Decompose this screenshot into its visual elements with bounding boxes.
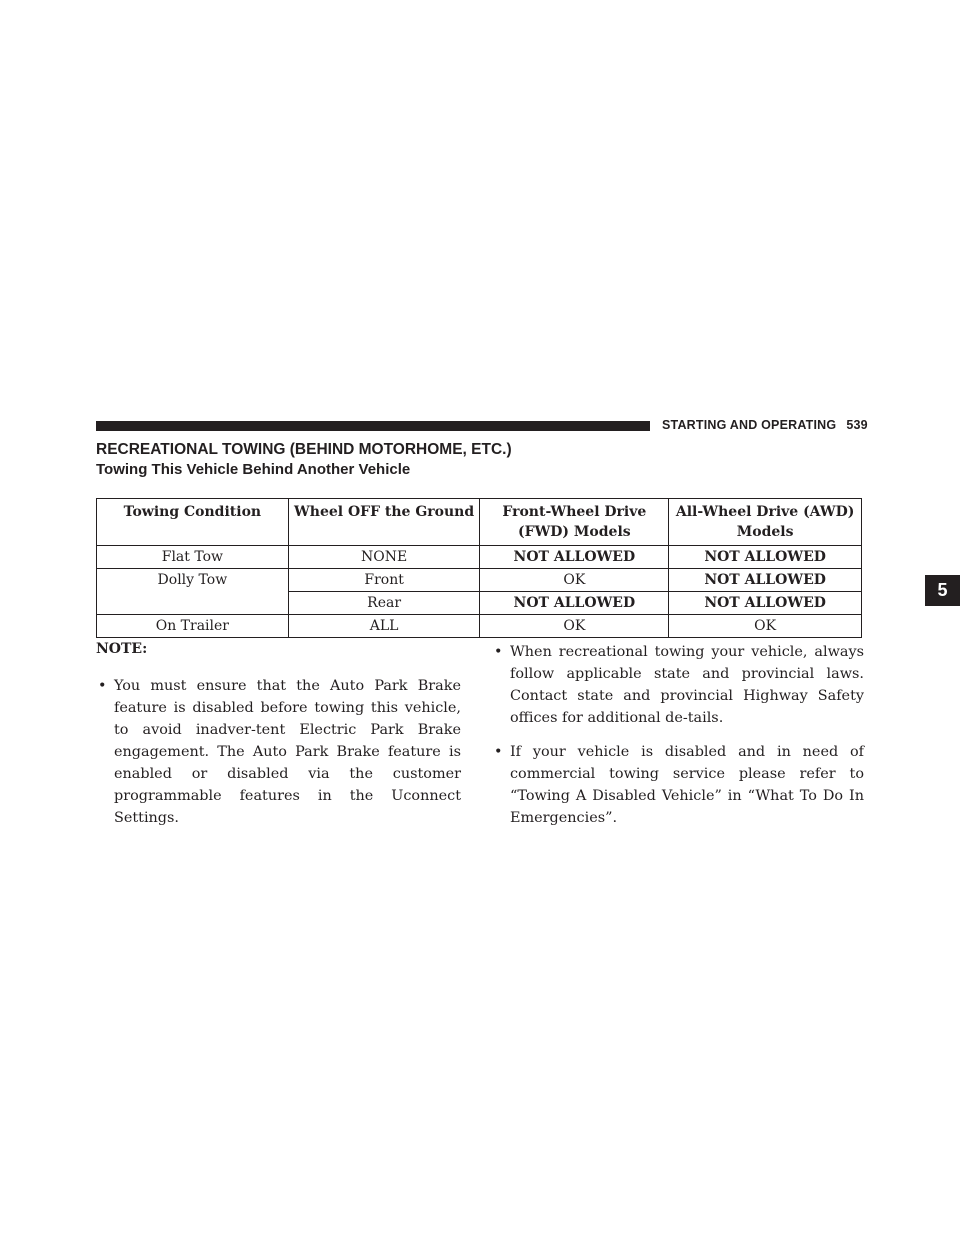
cell-awd: OK xyxy=(669,615,862,638)
cell-fwd: OK xyxy=(480,569,669,592)
page-number: 539 xyxy=(846,418,868,432)
section-title: RECREATIONAL TOWING (BEHIND MOTORHOME, ETC.) xyxy=(96,441,512,458)
bullet-icon: • xyxy=(494,744,503,760)
section-subtitle: Towing This Vehicle Behind Another Vehicle xyxy=(96,461,411,478)
cell-fwd: OK xyxy=(480,615,669,638)
bullet-icon: • xyxy=(494,644,503,660)
cell-wheel: Front xyxy=(288,569,480,592)
bullet-text: When recreational towing your vehicle, always follow applicable state and provincial laws. Contact state and provincial Highway Safety offices for additional de-tails. xyxy=(510,644,864,726)
cell-fwd: NOT ALLOWED xyxy=(480,546,669,569)
right-column xyxy=(492,641,864,841)
bullet-item xyxy=(492,741,864,829)
header-awd-models: All-Wheel Drive (AWD) Models xyxy=(669,499,862,546)
bullet-item xyxy=(96,675,461,829)
table-header-row xyxy=(97,499,862,546)
header-towing-condition: Towing Condition xyxy=(97,499,289,546)
cell-condition: On Trailer xyxy=(97,615,289,638)
left-column xyxy=(96,675,461,841)
cell-condition: Dolly Tow xyxy=(97,569,289,615)
header-rule xyxy=(96,421,650,431)
cell-wheel: NONE xyxy=(288,546,480,569)
cell-wheel: Rear xyxy=(288,592,480,615)
cell-fwd: NOT ALLOWED xyxy=(480,592,669,615)
cell-awd: NOT ALLOWED xyxy=(669,546,862,569)
header-wheel-off-ground: Wheel OFF the Ground xyxy=(288,499,480,546)
header-fwd-models: Front-Wheel Drive (FWD) Models xyxy=(480,499,669,546)
bullet-item xyxy=(492,641,864,729)
table-row xyxy=(97,615,862,638)
cell-wheel: ALL xyxy=(288,615,480,638)
towing-table xyxy=(96,498,862,638)
bullet-icon: • xyxy=(98,678,107,694)
note-label: NOTE: xyxy=(96,641,148,657)
table-row xyxy=(97,569,862,592)
cell-awd: NOT ALLOWED xyxy=(669,592,862,615)
bullet-text: You must ensure that the Auto Park Brake feature is disabled before towing this vehicle, to avoid inadver-tent Electric Park Brake engagement. The Auto Park Brake feature is enabled or disabled via the customer programmable features in the Uconnect Settings. xyxy=(114,678,461,826)
header-section-title: STARTING AND OPERATING xyxy=(662,418,837,432)
cell-awd: NOT ALLOWED xyxy=(669,569,862,592)
bullet-text: If your vehicle is disabled and in need of commercial towing service please refer to “Towing A Disabled Vehicle” in “What To Do In Emergencies”. xyxy=(510,744,864,826)
running-header xyxy=(662,418,868,432)
cell-condition: Flat Tow xyxy=(97,546,289,569)
chapter-tab: 5 xyxy=(925,575,960,606)
table-row xyxy=(97,546,862,569)
